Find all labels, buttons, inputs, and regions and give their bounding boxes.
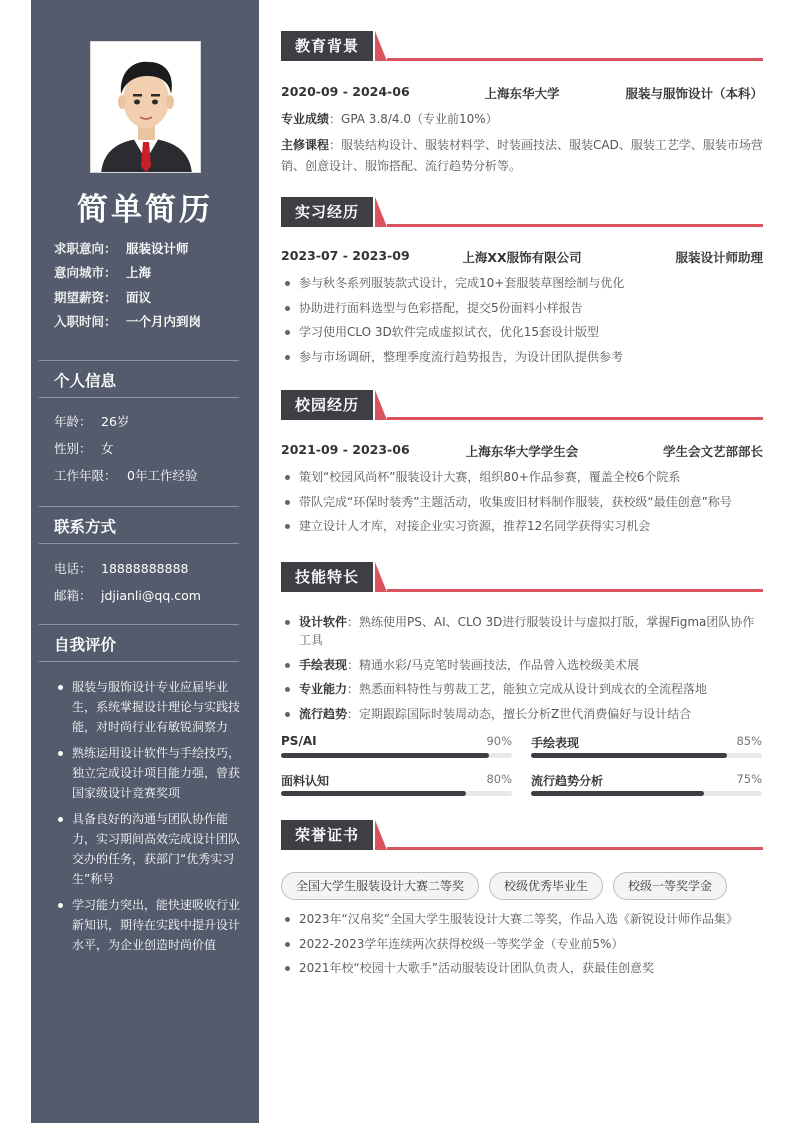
skill-item bbox=[281, 705, 763, 723]
courses-label: 主修课程 bbox=[281, 138, 330, 152]
contact-label: 邮箱： bbox=[54, 588, 92, 603]
basic-info-value: 上海 bbox=[126, 265, 152, 280]
basic-info-label: 期望薪资： bbox=[54, 290, 117, 305]
basic-info-label: 意向城市： bbox=[54, 265, 117, 280]
honor-item: 2021年校“校园十大歌手”活动服装设计团队负责人，获最佳创意奖 bbox=[281, 959, 763, 977]
skill-label: 设计软件 bbox=[299, 615, 348, 629]
honor-tag: 校级优秀毕业生 bbox=[489, 872, 603, 900]
basic-info-row bbox=[54, 312, 201, 330]
skill-text: ：熟悉面料特性与剪裁工艺，能独立完成从设计到成衣的全流程落地 bbox=[347, 682, 708, 696]
self-eval-list bbox=[54, 677, 244, 961]
campus-org: 上海东华大学学生会 bbox=[465, 444, 579, 459]
internship-period: 2023-07 - 2023-09 bbox=[281, 248, 410, 263]
skill-bar-fill bbox=[531, 753, 727, 758]
skill-text: ：精通水彩/马克笔时装画技法，作品曾入选校级美术展 bbox=[347, 657, 640, 672]
internship-item: 参与市场调研，整理季度流行趋势报告，为设计团队提供参考 bbox=[281, 348, 763, 366]
section-rule bbox=[387, 847, 763, 850]
personal-info-value: 女 bbox=[101, 441, 114, 456]
skill-bar bbox=[531, 734, 762, 759]
section-accent bbox=[375, 562, 387, 592]
self-eval-item: 服装与服饰设计专业应届毕业生，系统掌握设计理论与实践技能，对时尚行业有敏锐洞察力 bbox=[54, 677, 244, 737]
section-tag: 荣誉证书 bbox=[281, 820, 373, 850]
basic-info-value: 一个月内到岗 bbox=[126, 314, 202, 329]
basic-info-value: 面议 bbox=[126, 290, 152, 305]
skill-bar-percent: 90% bbox=[486, 734, 512, 748]
education-school: 上海东华大学 bbox=[484, 86, 560, 101]
honors-list bbox=[281, 910, 763, 984]
self-eval-item: 学习能力突出，能快速吸收行业新知识，期待在实践中提升设计水平，为企业创造时尚价值 bbox=[54, 895, 244, 955]
divider bbox=[39, 360, 239, 361]
section-tag: 校园经历 bbox=[281, 390, 373, 420]
internship-item: 学习使用CLO 3D软件完成虚拟试衣，优化15套设计版型 bbox=[281, 323, 763, 341]
skill-bar-track bbox=[281, 791, 512, 796]
section-rule bbox=[387, 224, 763, 227]
campus-role: 学生会文艺部部长 bbox=[662, 444, 763, 459]
personal-info-row bbox=[54, 412, 129, 430]
honor-tag: 校级一等奖学金 bbox=[613, 872, 727, 900]
basic-info-label: 求职意向： bbox=[54, 241, 117, 256]
contact-heading: 联系方式 bbox=[54, 518, 117, 536]
skill-text: ：定期跟踪国际时装周动态，擅长分析Z世代消费偏好与设计结合 bbox=[347, 706, 692, 721]
internship-company: 上海XX服饰有限公司 bbox=[462, 250, 582, 265]
internship-item: 参与秋冬系列服装款式设计，完成10+套服装草图绘制与优化 bbox=[281, 274, 763, 292]
divider bbox=[39, 543, 239, 544]
personal-info-label: 性别： bbox=[54, 441, 92, 456]
skill-label: 专业能力 bbox=[299, 682, 348, 696]
skill-bar-name: 面料认知 bbox=[281, 774, 330, 788]
basic-info-row bbox=[54, 263, 151, 281]
skill-item bbox=[281, 613, 763, 649]
section-accent bbox=[375, 197, 387, 227]
section-accent bbox=[375, 820, 387, 850]
skill-bar-track bbox=[281, 753, 512, 758]
section-accent bbox=[375, 31, 387, 61]
self-eval-item: 熟练运用设计软件与手绘技巧，独立完成设计项目能力强，曾获国家级设计竞赛奖项 bbox=[54, 743, 244, 803]
personal-info-row bbox=[54, 466, 197, 484]
skill-text: ：熟练使用PS、AI、CLO 3D进行服装设计与虚拟打版，掌握Figma团队协作工具 bbox=[299, 615, 755, 647]
skill-bar-name: 流行趋势分析 bbox=[531, 774, 604, 788]
personal-info-label: 年龄： bbox=[54, 414, 92, 429]
courses-value: ：服装结构设计、服装材料学、时装画技法、服装CAD、服装工艺学、服装市场营销、创意设计、服饰搭配、流行趋势分析等。 bbox=[281, 138, 763, 173]
campus-period: 2021-09 - 2023-06 bbox=[281, 442, 410, 457]
skill-bar-name: 手绘表现 bbox=[531, 736, 580, 750]
personal-info-heading: 个人信息 bbox=[54, 372, 117, 390]
skill-item bbox=[281, 656, 763, 674]
personal-info-row bbox=[54, 439, 114, 457]
internship-item: 协助进行面料选型与色彩搭配，提交5份面料小样报告 bbox=[281, 299, 763, 317]
avatar-illustration bbox=[91, 42, 201, 173]
profile-photo bbox=[90, 41, 201, 173]
skills-list bbox=[281, 613, 763, 729]
basic-info-label: 入职时间： bbox=[54, 314, 117, 329]
education-major: 服装与服饰设计（本科） bbox=[625, 86, 763, 101]
divider bbox=[39, 397, 239, 398]
education-period: 2020-09 - 2024-06 bbox=[281, 84, 410, 99]
gpa-value: ：GPA 3.8/4.0（专业前10%） bbox=[329, 112, 498, 126]
honor-item: 2022-2023学年连续两次获得校级一等奖学金（专业前5%） bbox=[281, 935, 763, 953]
section-rule bbox=[387, 417, 763, 420]
basic-info-row bbox=[54, 239, 189, 257]
gpa-label: 专业成绩 bbox=[281, 112, 330, 126]
skill-label: 手绘表现 bbox=[299, 657, 348, 672]
sidebar bbox=[31, 0, 259, 1123]
resume-title: 简单简历 bbox=[77, 192, 213, 228]
divider bbox=[39, 661, 239, 662]
honor-tag: 全国大学生服装设计大赛二等奖 bbox=[281, 872, 479, 900]
skill-bar-track bbox=[531, 753, 762, 758]
section-rule bbox=[387, 58, 763, 61]
skill-label: 流行趋势 bbox=[299, 706, 348, 721]
skill-bar-percent: 80% bbox=[486, 772, 512, 786]
education-section-header bbox=[281, 31, 763, 61]
personal-info-value: 0年工作经验 bbox=[127, 468, 198, 483]
divider bbox=[39, 624, 239, 625]
self-eval-item: 具备良好的沟通与团队协作能力，实习期间高效完成设计团队交办的任务，获部门“优秀实习生”称号 bbox=[54, 809, 244, 889]
education-courses bbox=[281, 135, 763, 177]
divider bbox=[39, 506, 239, 507]
section-tag: 技能特长 bbox=[281, 562, 373, 592]
section-tag: 教育背景 bbox=[281, 31, 373, 61]
skill-bar bbox=[281, 734, 512, 759]
campus-section-header bbox=[281, 390, 763, 420]
internship-role: 服装设计师助理 bbox=[675, 250, 763, 265]
self-eval-heading: 自我评价 bbox=[54, 636, 117, 654]
internship-section-header bbox=[281, 197, 763, 227]
contact-row bbox=[54, 586, 201, 604]
skill-item bbox=[281, 680, 763, 698]
skill-bar bbox=[531, 772, 762, 797]
skill-bar bbox=[281, 772, 512, 797]
personal-info-value: 26岁 bbox=[101, 414, 130, 429]
education-gpa bbox=[281, 109, 763, 130]
basic-info-row bbox=[54, 288, 151, 306]
campus-item: 带队完成“环保时装秀”主题活动，收集废旧材料制作服装，获校级“最佳创意”称号 bbox=[281, 493, 763, 511]
internship-list bbox=[281, 274, 763, 372]
section-rule bbox=[387, 589, 763, 592]
basic-info-value: 服装设计师 bbox=[126, 241, 189, 256]
skill-bar-track bbox=[531, 791, 762, 796]
campus-item: 策划“校园风尚杯”服装设计大赛，组织80+作品参赛，覆盖全校6个院系 bbox=[281, 468, 763, 486]
skill-bar-name: PS/AI bbox=[281, 734, 317, 748]
skill-bar-percent: 85% bbox=[736, 734, 762, 748]
email-value: jdjianli@qq.com bbox=[101, 588, 201, 603]
section-accent bbox=[375, 390, 387, 420]
contact-row bbox=[54, 559, 188, 577]
phone-value: 18888888888 bbox=[101, 561, 189, 576]
skills-section-header bbox=[281, 562, 763, 592]
campus-list bbox=[281, 468, 763, 542]
section-tag: 实习经历 bbox=[281, 197, 373, 227]
skill-bar-fill bbox=[281, 753, 489, 758]
campus-item: 建立设计人才库，对接企业实习资源，推荐12名同学获得实习机会 bbox=[281, 517, 763, 535]
skill-bar-percent: 75% bbox=[736, 772, 762, 786]
honor-item: 2023年“汉帛奖”全国大学生服装设计大赛二等奖，作品入选《新锐设计师作品集》 bbox=[281, 910, 763, 928]
personal-info-label: 工作年限： bbox=[54, 468, 117, 483]
skill-bar-fill bbox=[281, 791, 466, 796]
skill-bar-fill bbox=[531, 791, 704, 796]
contact-label: 电话： bbox=[54, 561, 92, 576]
honors-section-header bbox=[281, 820, 763, 850]
